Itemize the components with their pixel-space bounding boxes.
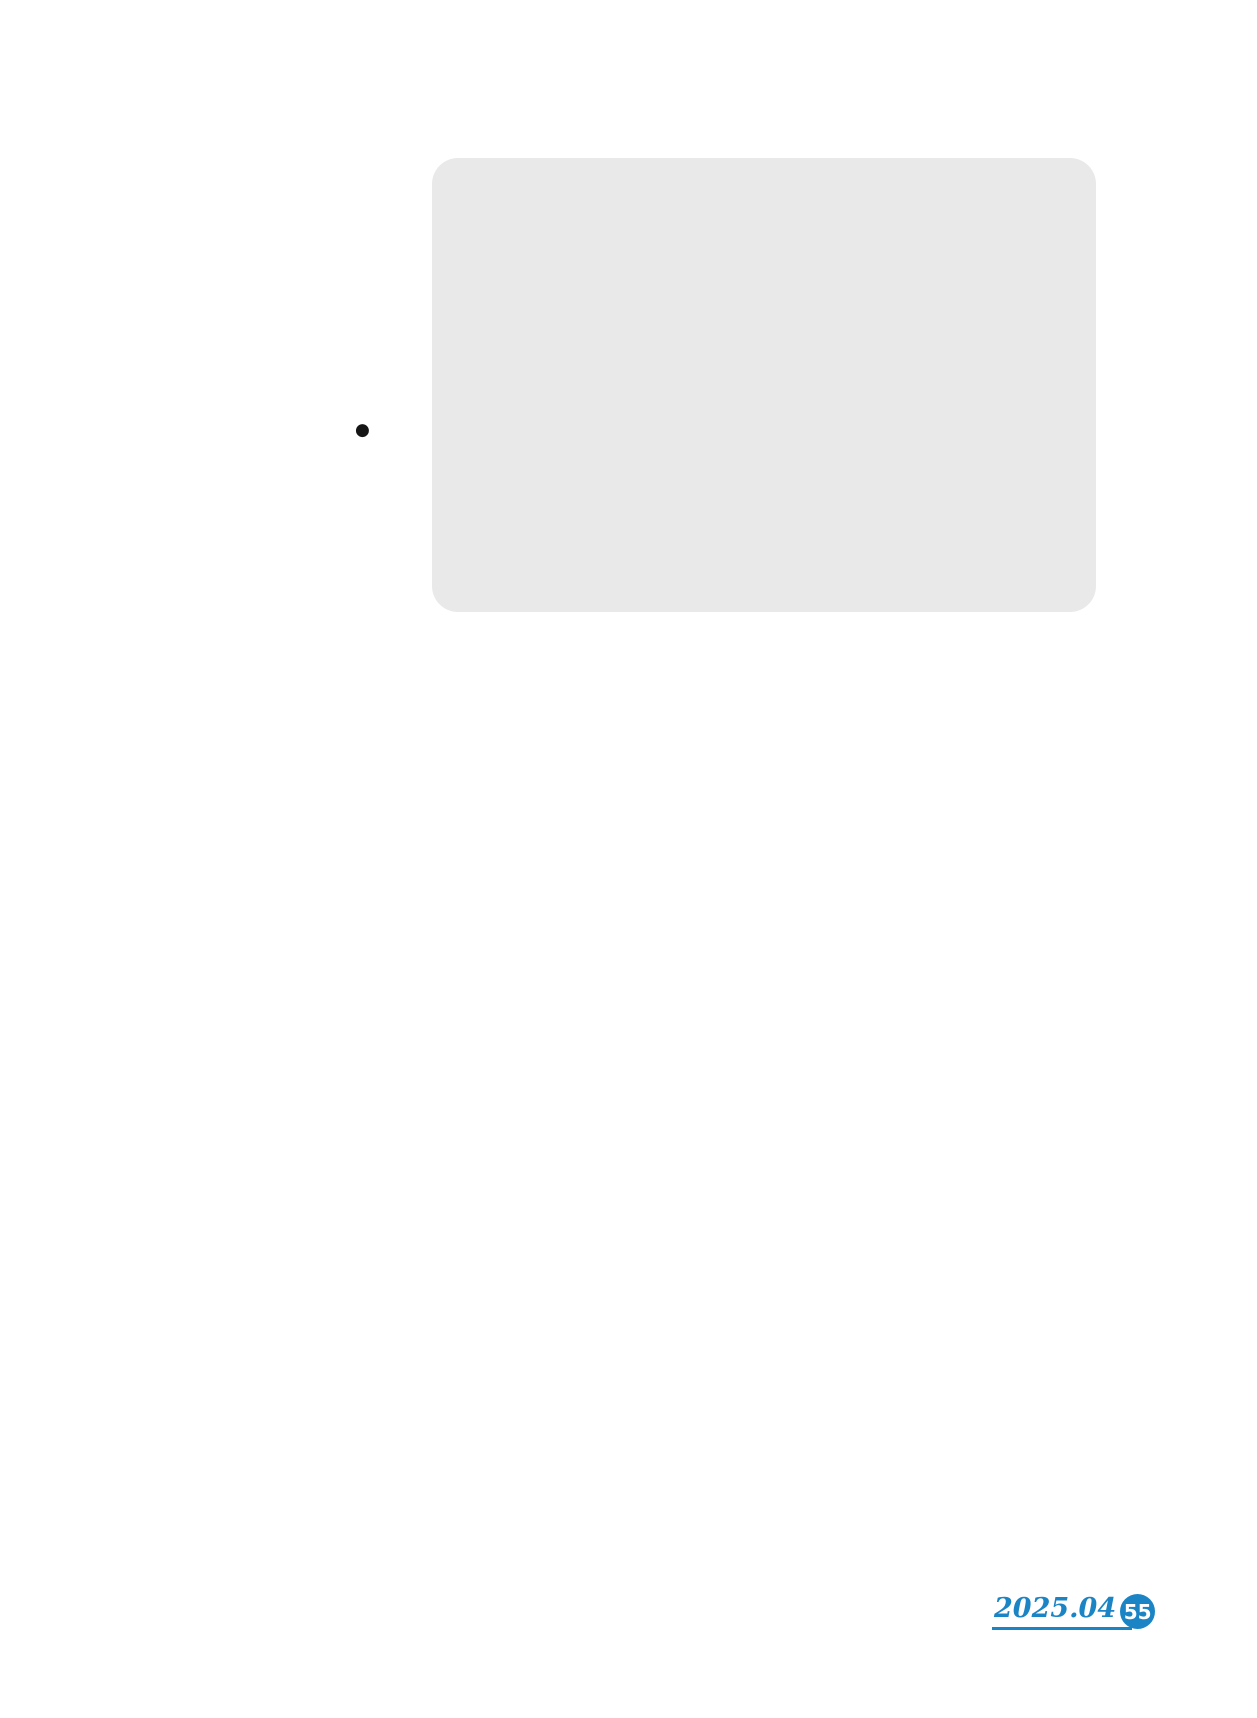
- byline-bullet: ●: [355, 420, 370, 440]
- page-number-badge: [1120, 1594, 1155, 1629]
- issue-date: 2025.04: [992, 1593, 1132, 1630]
- page-footer: [992, 1593, 1155, 1630]
- page-number: 55: [1123, 1599, 1152, 1624]
